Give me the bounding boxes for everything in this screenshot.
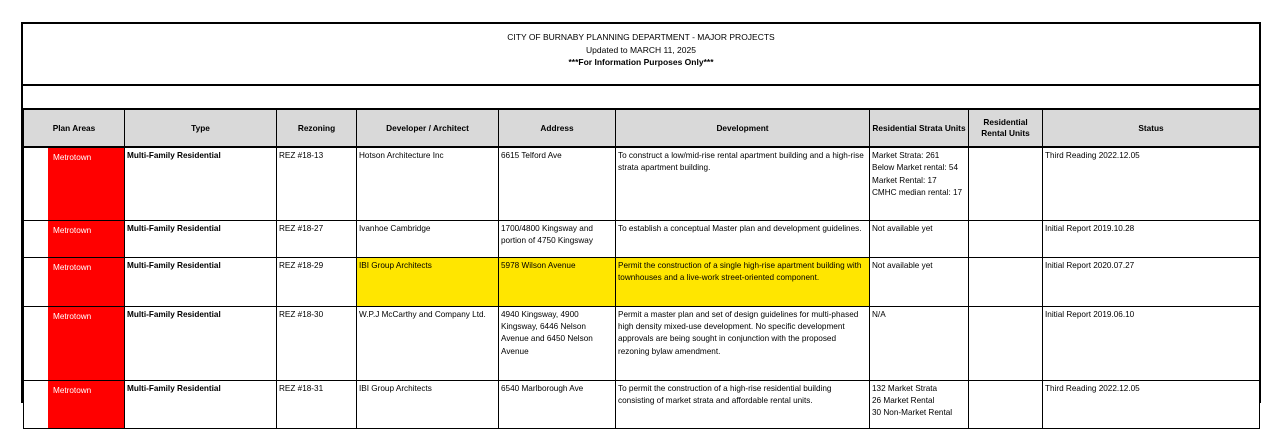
report-title: CITY OF BURNABY PLANNING DEPARTMENT - MAJOR PROJECTS <box>507 32 775 42</box>
table-row <box>24 147 1260 220</box>
status-cell: Initial Report 2019.06.10 <box>1043 306 1260 380</box>
development-cell: Permit a master plan and set of design guidelines for multi-phased high density mixed-use development. No specific development approvals are being sought in conjunction with the proposed rezoning bylaw amendment. <box>616 306 870 380</box>
rental-cell <box>969 380 1043 428</box>
developer-cell: Hotson Architecture Inc <box>357 147 499 220</box>
type-cell: Multi-Family Residential <box>125 380 277 428</box>
development-cell: To permit the construction of a high-rise residential building consisting of market strata and affordable rental units. <box>616 380 870 428</box>
col-strata-units: Residential Strata Units <box>870 109 969 147</box>
development-cell: To construct a low/mid-rise rental apartment building and a high-rise strata apartment building. <box>616 147 870 220</box>
col-address: Address <box>499 109 616 147</box>
type-cell: Multi-Family Residential <box>125 220 277 257</box>
col-developer: Developer / Architect <box>357 109 499 147</box>
development-cell: To establish a conceptual Master plan and development guidelines. <box>616 220 870 257</box>
header-spacer <box>23 86 1259 108</box>
status-cell: Third Reading 2022.12.05 <box>1043 147 1260 220</box>
plan-area-cell: Metrotown <box>24 380 125 428</box>
column-header-row <box>24 109 1260 147</box>
rezoning-cell: REZ #18-29 <box>277 257 357 306</box>
plan-area-cell: Metrotown <box>24 306 125 380</box>
spreadsheet-page <box>21 22 1261 418</box>
type-cell: Multi-Family Residential <box>125 306 277 380</box>
development-cell-highlighted: Permit the construction of a single high-rise apartment building with townhouses and a live-work street-oriented component. <box>616 257 870 306</box>
report-header <box>23 24 1259 86</box>
strata-cell: N/A <box>870 306 969 380</box>
table-row <box>24 257 1260 306</box>
developer-cell: W.P.J McCarthy and Company Ltd. <box>357 306 499 380</box>
table-row <box>24 220 1260 257</box>
type-cell: Multi-Family Residential <box>125 147 277 220</box>
table-row <box>24 306 1260 380</box>
status-cell: Third Reading 2022.12.05 <box>1043 380 1260 428</box>
col-type: Type <box>125 109 277 147</box>
rental-cell <box>969 257 1043 306</box>
strata-cell: Not available yet <box>870 257 969 306</box>
status-cell: Initial Report 2019.10.28 <box>1043 220 1260 257</box>
type-cell: Multi-Family Residential <box>125 257 277 306</box>
rental-cell <box>969 306 1043 380</box>
rezoning-cell: REZ #18-13 <box>277 147 357 220</box>
developer-cell: IBI Group Architects <box>357 380 499 428</box>
strata-cell: Market Strata: 261 Below Market rental: 54 Market Rental: 17 CMHC median rental: 17 <box>870 147 969 220</box>
status-cell: Initial Report 2020.07.27 <box>1043 257 1260 306</box>
rezoning-cell: REZ #18-27 <box>277 220 357 257</box>
report-updated-date: Updated to MARCH 11, 2025 <box>586 44 696 55</box>
rezoning-cell: REZ #18-30 <box>277 306 357 380</box>
address-cell: 6615 Telford Ave <box>499 147 616 220</box>
report-disclaimer: ***For Information Purposes Only*** <box>568 57 714 67</box>
plan-area-cell: Metrotown <box>24 220 125 257</box>
address-cell-highlighted: 5978 Wilson Avenue <box>499 257 616 306</box>
rezoning-cell: REZ #18-31 <box>277 380 357 428</box>
address-cell: 6540 Marlborough Ave <box>499 380 616 428</box>
developer-cell-highlighted: IBI Group Architects <box>357 257 499 306</box>
strata-cell: Not available yet <box>870 220 969 257</box>
rental-cell <box>969 147 1043 220</box>
address-cell: 4940 Kingsway, 4900 Kingsway, 6446 Nelson Avenue and 6450 Nelson Avenue <box>499 306 616 380</box>
rental-cell <box>969 220 1043 257</box>
plan-area-cell: Metrotown <box>24 257 125 306</box>
col-status: Status <box>1043 109 1260 147</box>
col-plan-areas: Plan Areas <box>24 109 125 147</box>
developer-cell: Ivanhoe Cambridge <box>357 220 499 257</box>
col-rental-units: Residential Rental Units <box>969 109 1043 147</box>
table-row <box>24 380 1260 428</box>
col-development: Development <box>616 109 870 147</box>
major-projects-table <box>23 108 1260 429</box>
plan-area-cell: Metrotown <box>24 147 125 220</box>
col-rezoning: Rezoning <box>277 109 357 147</box>
address-cell: 1700/4800 Kingsway and portion of 4750 Kingsway <box>499 220 616 257</box>
strata-cell: 132 Market Strata 26 Market Rental 30 Non-Market Rental <box>870 380 969 428</box>
